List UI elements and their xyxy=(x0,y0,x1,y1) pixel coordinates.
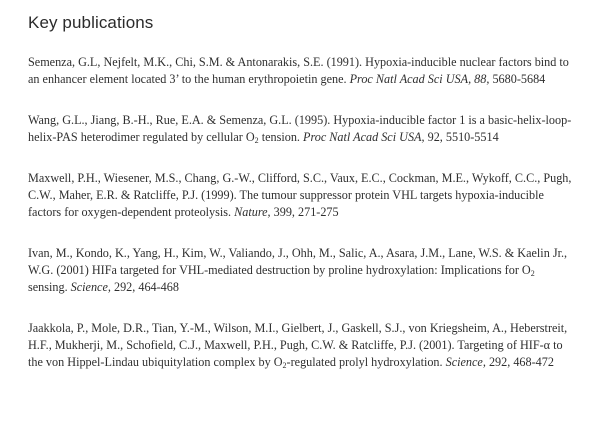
publication-citation-text: Semenza, G.L, Nejfelt, M.K., Chi, S.M. & Antonarakis, S.E. (1991). Hypoxia-inducible nuclear factors bind to an enhancer element located 3’ to the human erythropoietin gene. xyxy=(28,55,569,86)
publication-journal: Proc Natl Acad Sci USA, xyxy=(303,130,425,144)
publication-pages: 399, 271-275 xyxy=(270,205,339,219)
publication-item xyxy=(28,54,577,88)
page-title: Key publications xyxy=(28,13,154,32)
publication-pages: 92, 5510-5514 xyxy=(424,130,499,144)
publication-journal: Science, xyxy=(70,280,111,294)
subscript-text: 2 xyxy=(530,269,535,278)
publication-citation-text: Wang, G.L., Jiang, B.-H., Rue, E.A. & Semenza, G.L. (1995). Hypoxia-inducible factor 1 is a basic-helix-loop-helix-PAS heterodimer regulated by cellular O xyxy=(28,113,572,144)
publication-citation-text: sensing. xyxy=(28,280,71,294)
publication-pages: 5680-5684 xyxy=(489,72,546,86)
publication-item xyxy=(28,112,577,146)
publication-citation-text: tension. xyxy=(258,130,304,144)
subscript-text: 2 xyxy=(282,361,287,370)
publication-item xyxy=(28,245,577,296)
subscript-text: 2 xyxy=(254,136,259,145)
publication-pages: 292, 468-472 xyxy=(485,355,554,369)
publication-journal: Nature, xyxy=(234,205,271,219)
publication-journal: Science, xyxy=(445,355,486,369)
publication-pages: 292, 464-468 xyxy=(110,280,179,294)
publication-journal: Proc Natl Acad Sci USA, 88, xyxy=(349,72,490,86)
publication-item xyxy=(28,320,577,371)
publication-citation-text: -regulated prolyl hydroxylation. xyxy=(286,355,446,369)
publication-citation-text: Ivan, M., Kondo, K., Yang, H., Kim, W., Valiando, J., Ohh, M., Salic, A., Asara, J.M., Lane, W.S. & Kaelin Jr., W.G. (2001) HIFa targeted for VHL-mediated destruction by proline hydroxylation: Implications for O xyxy=(28,246,568,277)
publication-citation-text: Jaakkola, P., Mole, D.R., Tian, Y.-M., Wilson, M.I., Gielbert, J., Gaskell, S.J., von Kriegsheim, A., Heberstreit, H.F., Mukherji, M., Schofield, C.J., Maxwell, P.H., Pugh, C.W. & Ratcliffe, P.J. (2001). Targeting of HIF-α to the von Hippel-Lindau ubiquitylation complex by O xyxy=(28,321,568,369)
publication-citation-text: Maxwell, P.H., Wiesener, M.S., Chang, G.-W., Clifford, S.C., Vaux, E.C., Cockman, M.E., Wykoff, C.C., Pugh, C.W., Maher, E.R. & Ratcliffe, P.J. (1999). The tumour suppressor protein VHL targets hypoxia-inducible factors for oxygen-dependent proteolysis. xyxy=(28,171,572,219)
publication-item xyxy=(28,170,577,221)
